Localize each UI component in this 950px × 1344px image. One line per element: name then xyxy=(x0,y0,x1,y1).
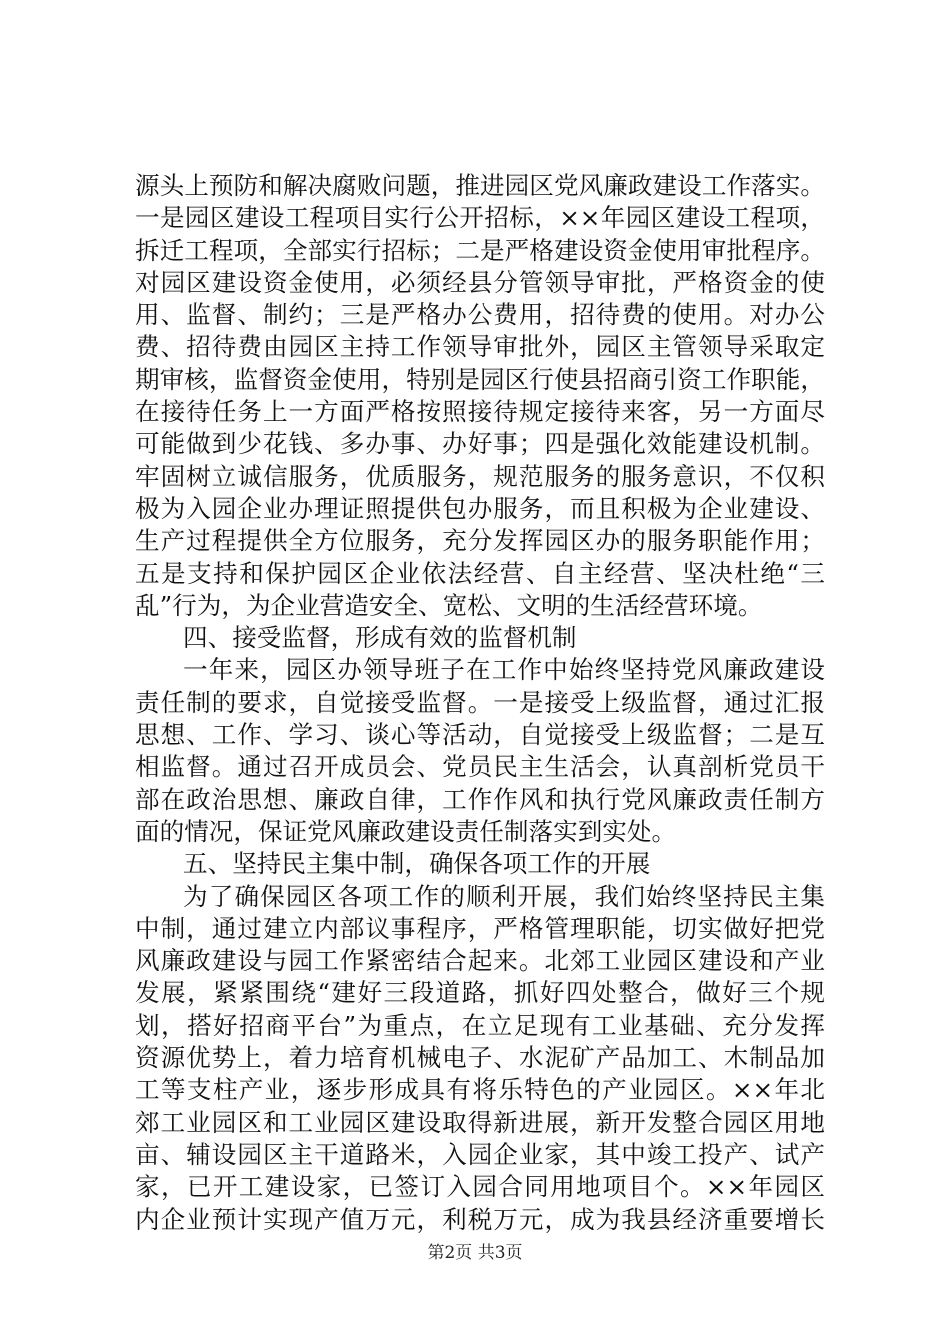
text-line: 发展，紧紧围绕“建好三段道路，抓好四处整合，做好三个规 xyxy=(135,978,825,1008)
section-heading: 四、接受监督，形成有效的监督机制 xyxy=(183,623,577,653)
text-line: 亩、辅设园区主干道路米，入园企业家，其中竣工投产、试产 xyxy=(135,1139,825,1169)
text-line: 牢固树立诚信服务，优质服务，规范服务的服务意识，不仅积 xyxy=(135,461,825,491)
text-line: 一年来，园区办领导班子在工作中始终坚持党风廉政建设 xyxy=(183,655,825,685)
text-line: 可能做到少花钱、多办事、办好事；四是强化效能建设机制。 xyxy=(135,429,825,459)
page-number-footer: 第2页 共3页 xyxy=(427,1243,523,1263)
text-line: 极为入园企业办理证照提供包办服务，而且积极为企业建设、 xyxy=(135,493,825,523)
text-line: 乱”行为，为企业营造安全、宽松、文明的生活经营环境。 xyxy=(135,590,763,620)
text-line: 五是支持和保护园区企业依法经营、自主经营、坚决杜绝“三 xyxy=(135,558,825,588)
text-line: 相监督。通过召开成员会、党员民主生活会，认真剖析党员干 xyxy=(135,752,825,782)
text-line: 部在政治思想、廉政自律，工作作风和执行党风廉政责任制方 xyxy=(135,784,825,814)
text-line: 用、监督、制约；三是严格办公费用，招待费的使用。对办公 xyxy=(135,300,825,330)
text-line: 拆迁工程项，全部实行招标；二是严格建设资金使用审批程序。 xyxy=(135,235,825,265)
text-line: 责任制的要求，自觉接受监督。一是接受上级监督，通过汇报 xyxy=(135,687,825,717)
text-line: 在接待任务上一方面严格按照接待规定接待来客，另一方面尽 xyxy=(135,397,825,427)
text-line: 源头上预防和解决腐败问题，推进园区党风廉政建设工作落实。 xyxy=(135,171,825,200)
text-line: 郊工业园区和工业园区建设取得新进展，新开发整合园区用地 xyxy=(135,1107,825,1137)
text-line: 思想、工作、学习、谈心等活动，自觉接受上级监督；二是互 xyxy=(135,720,825,750)
text-line: 划，搭好招商平台”为重点，在立足现有工业基础、充分发挥 xyxy=(135,1010,825,1040)
body-text xyxy=(135,170,825,1236)
text-line: 对园区建设资金使用，必须经县分管领导审批，严格资金的使 xyxy=(135,267,825,297)
text-line: 面的情况，保证党风廉政建设责任制落实到实处。 xyxy=(135,816,677,846)
text-line: 内企业预计实现产值万元，利税万元，成为我县经济重要增长 xyxy=(135,1204,825,1234)
text-line: 家，已开工建设家，已签订入园合同用地项目个。××年园区 xyxy=(135,1172,825,1202)
text-line: 期审核，监督资金使用，特别是园区行使县招商引资工作职能， xyxy=(135,364,825,394)
text-line: 一是园区建设工程项目实行公开招标，××年园区建设工程项， xyxy=(135,203,825,233)
section-heading: 五、坚持民主集中制，确保各项工作的开展 xyxy=(183,849,651,879)
text-line: 工等支柱产业，逐步形成具有将乐特色的产业园区。××年北 xyxy=(135,1075,825,1105)
text-line: 资源优势上，着力培育机械电子、水泥矿产品加工、木制品加 xyxy=(135,1043,825,1073)
text-line: 中制，通过建立内部议事程序，严格管理职能，切实做好把党 xyxy=(135,913,825,943)
text-line: 风廉政建设与园工作紧密结合起来。北郊工业园区建设和产业 xyxy=(135,946,825,976)
text-line: 为了确保园区各项工作的顺利开展，我们始终坚持民主集 xyxy=(183,881,825,911)
text-line: 生产过程提供全方位服务，充分发挥园区办的服务职能作用； xyxy=(135,526,825,556)
text-line: 费、招待费由园区主持工作领导审批外，园区主管领导采取定 xyxy=(135,332,825,362)
